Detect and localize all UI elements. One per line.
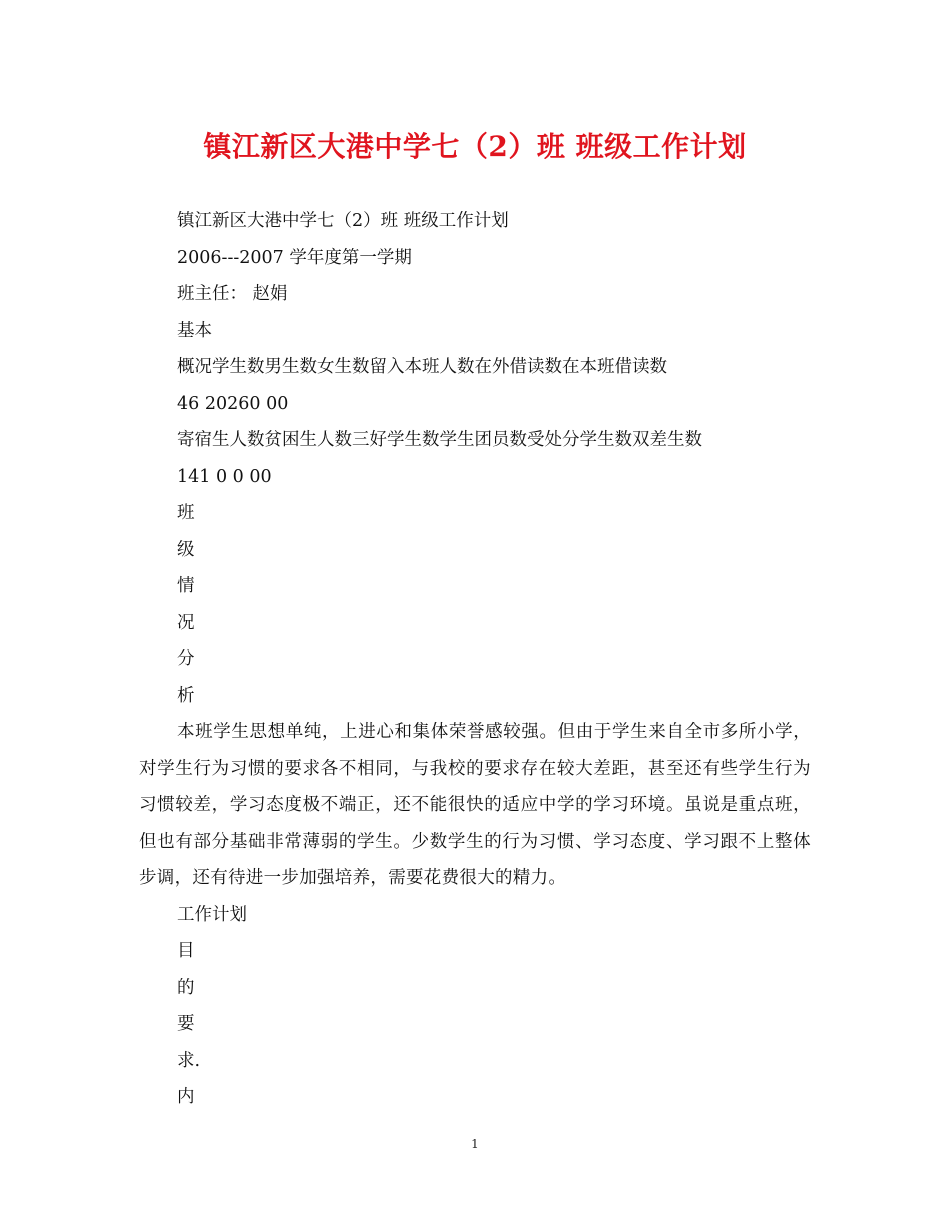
text-line: 目 [177,941,195,962]
text-line: 46 20260 00 [177,393,289,414]
text-line: 析 [177,685,195,706]
text-line: 要 [177,1014,195,1035]
text-line: 141 0 0 00 [177,466,272,487]
text-line: 内 [177,1087,195,1108]
text-line: 况 [177,612,195,633]
analysis-paragraph: 本班学生思想单纯，上进心和集体荣誉感较强。但由于学生来自全市多所小学，对学生行为习惯的要求各不相同，与我校的要求存在较大差距，甚至还有些学生行为习惯较差，学习态度极不端正，还不能很快的适应中学的学习环境。虽说是重点班，但也有部分基础非常薄弱的学生。少数学生的行为习惯、学习态度、学习跟不上整体步调，还有待进一步加强培养，需要花费很大的精力。 [139,722,811,889]
text-line: 级 [177,539,195,560]
text-line: 求. [177,1050,201,1071]
text-line: 2006---2007 学年度第一学期 [177,247,412,268]
page-title: 镇江新区大港中学七（2）班 班级工作计划 [203,130,747,163]
text-line: 的 [177,977,195,998]
text-line: 基本 [177,320,212,341]
text-line: 班主任： 赵娟 [177,284,288,304]
page-number: 1 [471,1137,479,1151]
text-line: 镇江新区大港中学七（2）班 班级工作计划 [177,211,509,231]
text-line: 情 [177,576,195,596]
text-line: 分 [177,649,195,669]
text-line: 寄宿生人数贫困生人数三好学生数学生团员数受处分学生数双差生数 [177,430,702,450]
document-body [139,203,811,1116]
text-line: 工作计划 [177,904,247,925]
text-line: 班 [177,503,195,523]
text-line: 概况学生数男生数女生数留入本班人数在外借读数在本班借读数 [177,357,667,377]
